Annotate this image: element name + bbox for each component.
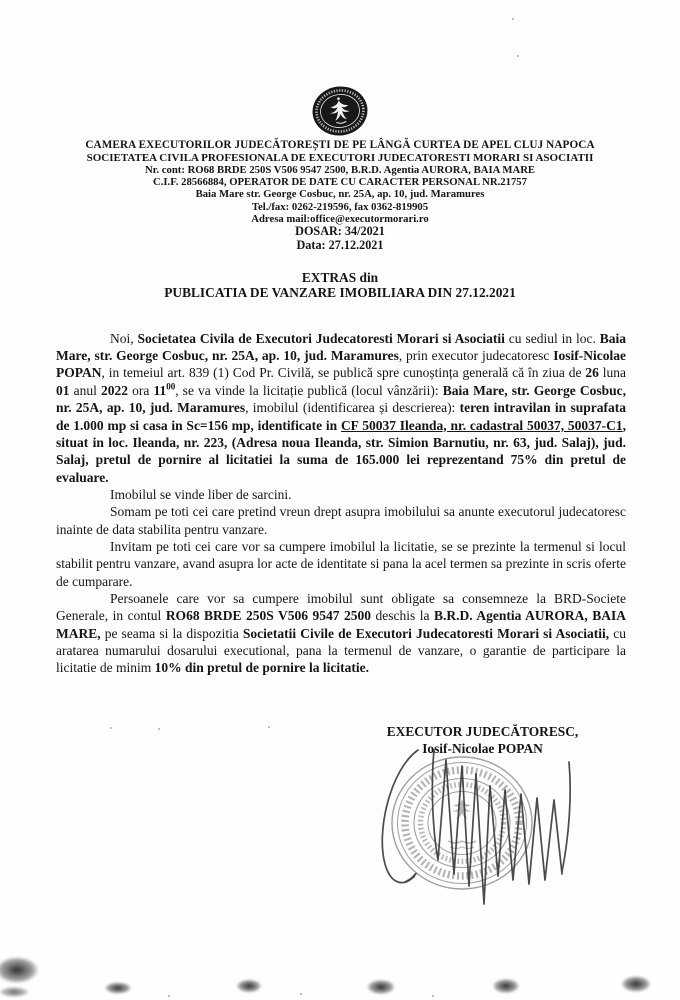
paragraph-bidder-invitation — [56, 538, 626, 590]
text-run: cu aratarea numarului dosarului executional, pana la termenul de vanzare, o garantie de participare la licitatie de minim — [56, 625, 626, 676]
paragraph-deposit-requirement — [56, 590, 626, 677]
text-run: , imobilul (identificarea și descrierea): — [245, 400, 460, 416]
eagle-seal-icon — [311, 85, 369, 136]
text-run: cu sediul in loc. — [504, 330, 600, 346]
text-run: Iosif-Nicolae POPAN — [56, 348, 626, 381]
text-run: B.R.D. Agentia AURORA, BAIA MARE, — [56, 608, 626, 641]
cadastral-reference: CF 50037 Ileanda, nr. cadastral 50037, 50037-C1 — [340, 417, 623, 433]
text-run: RO68 BRDE 250S V506 9547 2500 — [165, 608, 372, 624]
text-run: teren intravilan in suprafata de 1.000 mp si casa in Sc=156 mp, identificate in — [56, 400, 626, 433]
text-run: Noi, — [110, 330, 138, 346]
signer-role: EXECUTOR JUDECĂTORESC, — [386, 724, 579, 739]
text-run: Persoanele care vor sa cumpere imobilul sunt obligate sa consemneze la BRD-Societe Generale, in contul — [56, 590, 626, 624]
title-line1: EXTRAS din — [301, 269, 379, 285]
scan-smudge — [0, 985, 34, 999]
text-run: 2022 — [100, 382, 128, 398]
document-date: Data: 27.12.2021 — [296, 237, 384, 252]
scan-smudge — [232, 977, 266, 995]
email-line: Adresa mail:office@executormorari.ro — [251, 212, 429, 225]
scan-speck — [158, 728, 160, 730]
text-run: Societatii Civile de Executori Judecatoresti Morari si Asociatii, — [242, 625, 610, 641]
cif-line: C.I.F. 28566884, OPERATOR DE DATE CU CARACTER PERSONAL NR.21757 — [153, 176, 527, 189]
scan-speck — [432, 995, 434, 997]
text-run: 11 — [153, 382, 167, 398]
text-run: , se va vinde la licitație publică (locul vânzării): — [175, 382, 443, 398]
text-run: ora — [127, 382, 154, 398]
scan-speck — [110, 727, 112, 729]
scan-smudge — [100, 980, 136, 996]
scan-speck — [512, 18, 514, 20]
document-body — [0, 330, 680, 677]
text-run: , situat in loc. Ileanda, nr. 223, (Adresa noua Ileanda, str. Simion Barnutiu, nr. 63, jud. Salaj), jud. Salaj, pretul de pornire al licitatiei la suma de 165.000 lei reprezentand 75% din pretul de evaluare. — [56, 417, 626, 485]
text-run: Baia Mare, str. George Cosbuc, nr. 25A, ap. 10, jud. Maramures — [56, 330, 626, 364]
paragraph-sale-notice — [56, 330, 626, 486]
text-run: anul — [69, 382, 101, 398]
text-run: 01 — [56, 382, 70, 398]
org-name-line1: CAMERA EXECUTORILOR JUDECĂTOREȘTI DE PE LÂNGĂ CURTEA DE APEL CLUJ NAPOCA — [85, 139, 595, 151]
letterhead-emblem — [0, 0, 680, 136]
scan-smudge — [488, 976, 524, 996]
scan-speck — [517, 55, 519, 57]
text-run: luna — [598, 365, 626, 381]
scan-smudge — [616, 973, 656, 995]
handwritten-signature — [372, 734, 592, 912]
scan-speck — [300, 993, 302, 995]
text-run: deschis la — [371, 608, 435, 624]
org-name-line2: SOCIETATEA CIVILA PROFESIONALA DE EXECUTORI JUDECATORESTI MORARI SI ASOCIATII — [86, 151, 594, 164]
text-run: Baia Mare, str. George Cosbuc, nr. 25A, ap. 10, jud. Maramures — [56, 382, 626, 416]
paragraph-claims-summons — [56, 503, 626, 538]
text-run: , prin executor judecatoresc — [398, 348, 554, 364]
text-run: Societatea Civila de Executori Judecatoresti Morari si Asociatii — [137, 330, 505, 346]
scan-smudge — [0, 952, 46, 988]
signature-strokes-icon — [372, 734, 592, 912]
signer-name: Iosif-Nicolae POPAN — [422, 740, 543, 756]
scan-smudge — [362, 977, 400, 997]
scan-speck — [168, 995, 170, 997]
text-run: Invitam pe toti cei care vor sa cumpere imobilul la licitatie, se se prezinte la termenul si locul stabilit pentru vanzare, avand asupra lor acte de identitate si pana la acel termen sa prezinte in scris oferte de cumparare. — [56, 538, 626, 589]
letterhead — [0, 139, 680, 253]
superscript-minutes: 00 — [166, 381, 176, 392]
text-run: pe seama si la dispozitia — [100, 625, 243, 641]
document-title — [0, 270, 680, 301]
dosar-number: DOSAR: 34/2021 — [295, 224, 385, 239]
text-run: 26 — [585, 365, 599, 381]
scan-speck — [268, 726, 270, 728]
text-run: 10% din pretul de pornire la licitatie. — [154, 660, 369, 676]
address-line: Baia Mare str. George Cosbuc, nr. 25A, ap. 10, jud. Maramures — [195, 188, 485, 201]
paragraph-free-of-charges — [56, 486, 626, 503]
title-line2: PUBLICATIA DE VANZARE IMOBILIARA DIN 27.12.2021 — [164, 285, 516, 301]
phone-line: Tel./fax: 0262-219596, fax 0362-819905 — [251, 200, 429, 213]
bank-account-line: Nr. cont: RO68 BRDE 250S V506 9547 2500, B.R.D. Agentia AURORA, BAIA MARE — [144, 164, 536, 176]
text-run: , in temeiul art. 839 (1) Cod Pr. Civilă, se publică spre cunoștința generală că în ziua de — [101, 365, 586, 381]
text-run: Imobilul se vinde liber de sarcini. — [110, 486, 292, 502]
text-run: Somam pe toti cei care pretind vreun drept asupra imobilului sa anunte executorul judecatoresc inainte de data stabilita pentru vanzare. — [56, 504, 626, 537]
